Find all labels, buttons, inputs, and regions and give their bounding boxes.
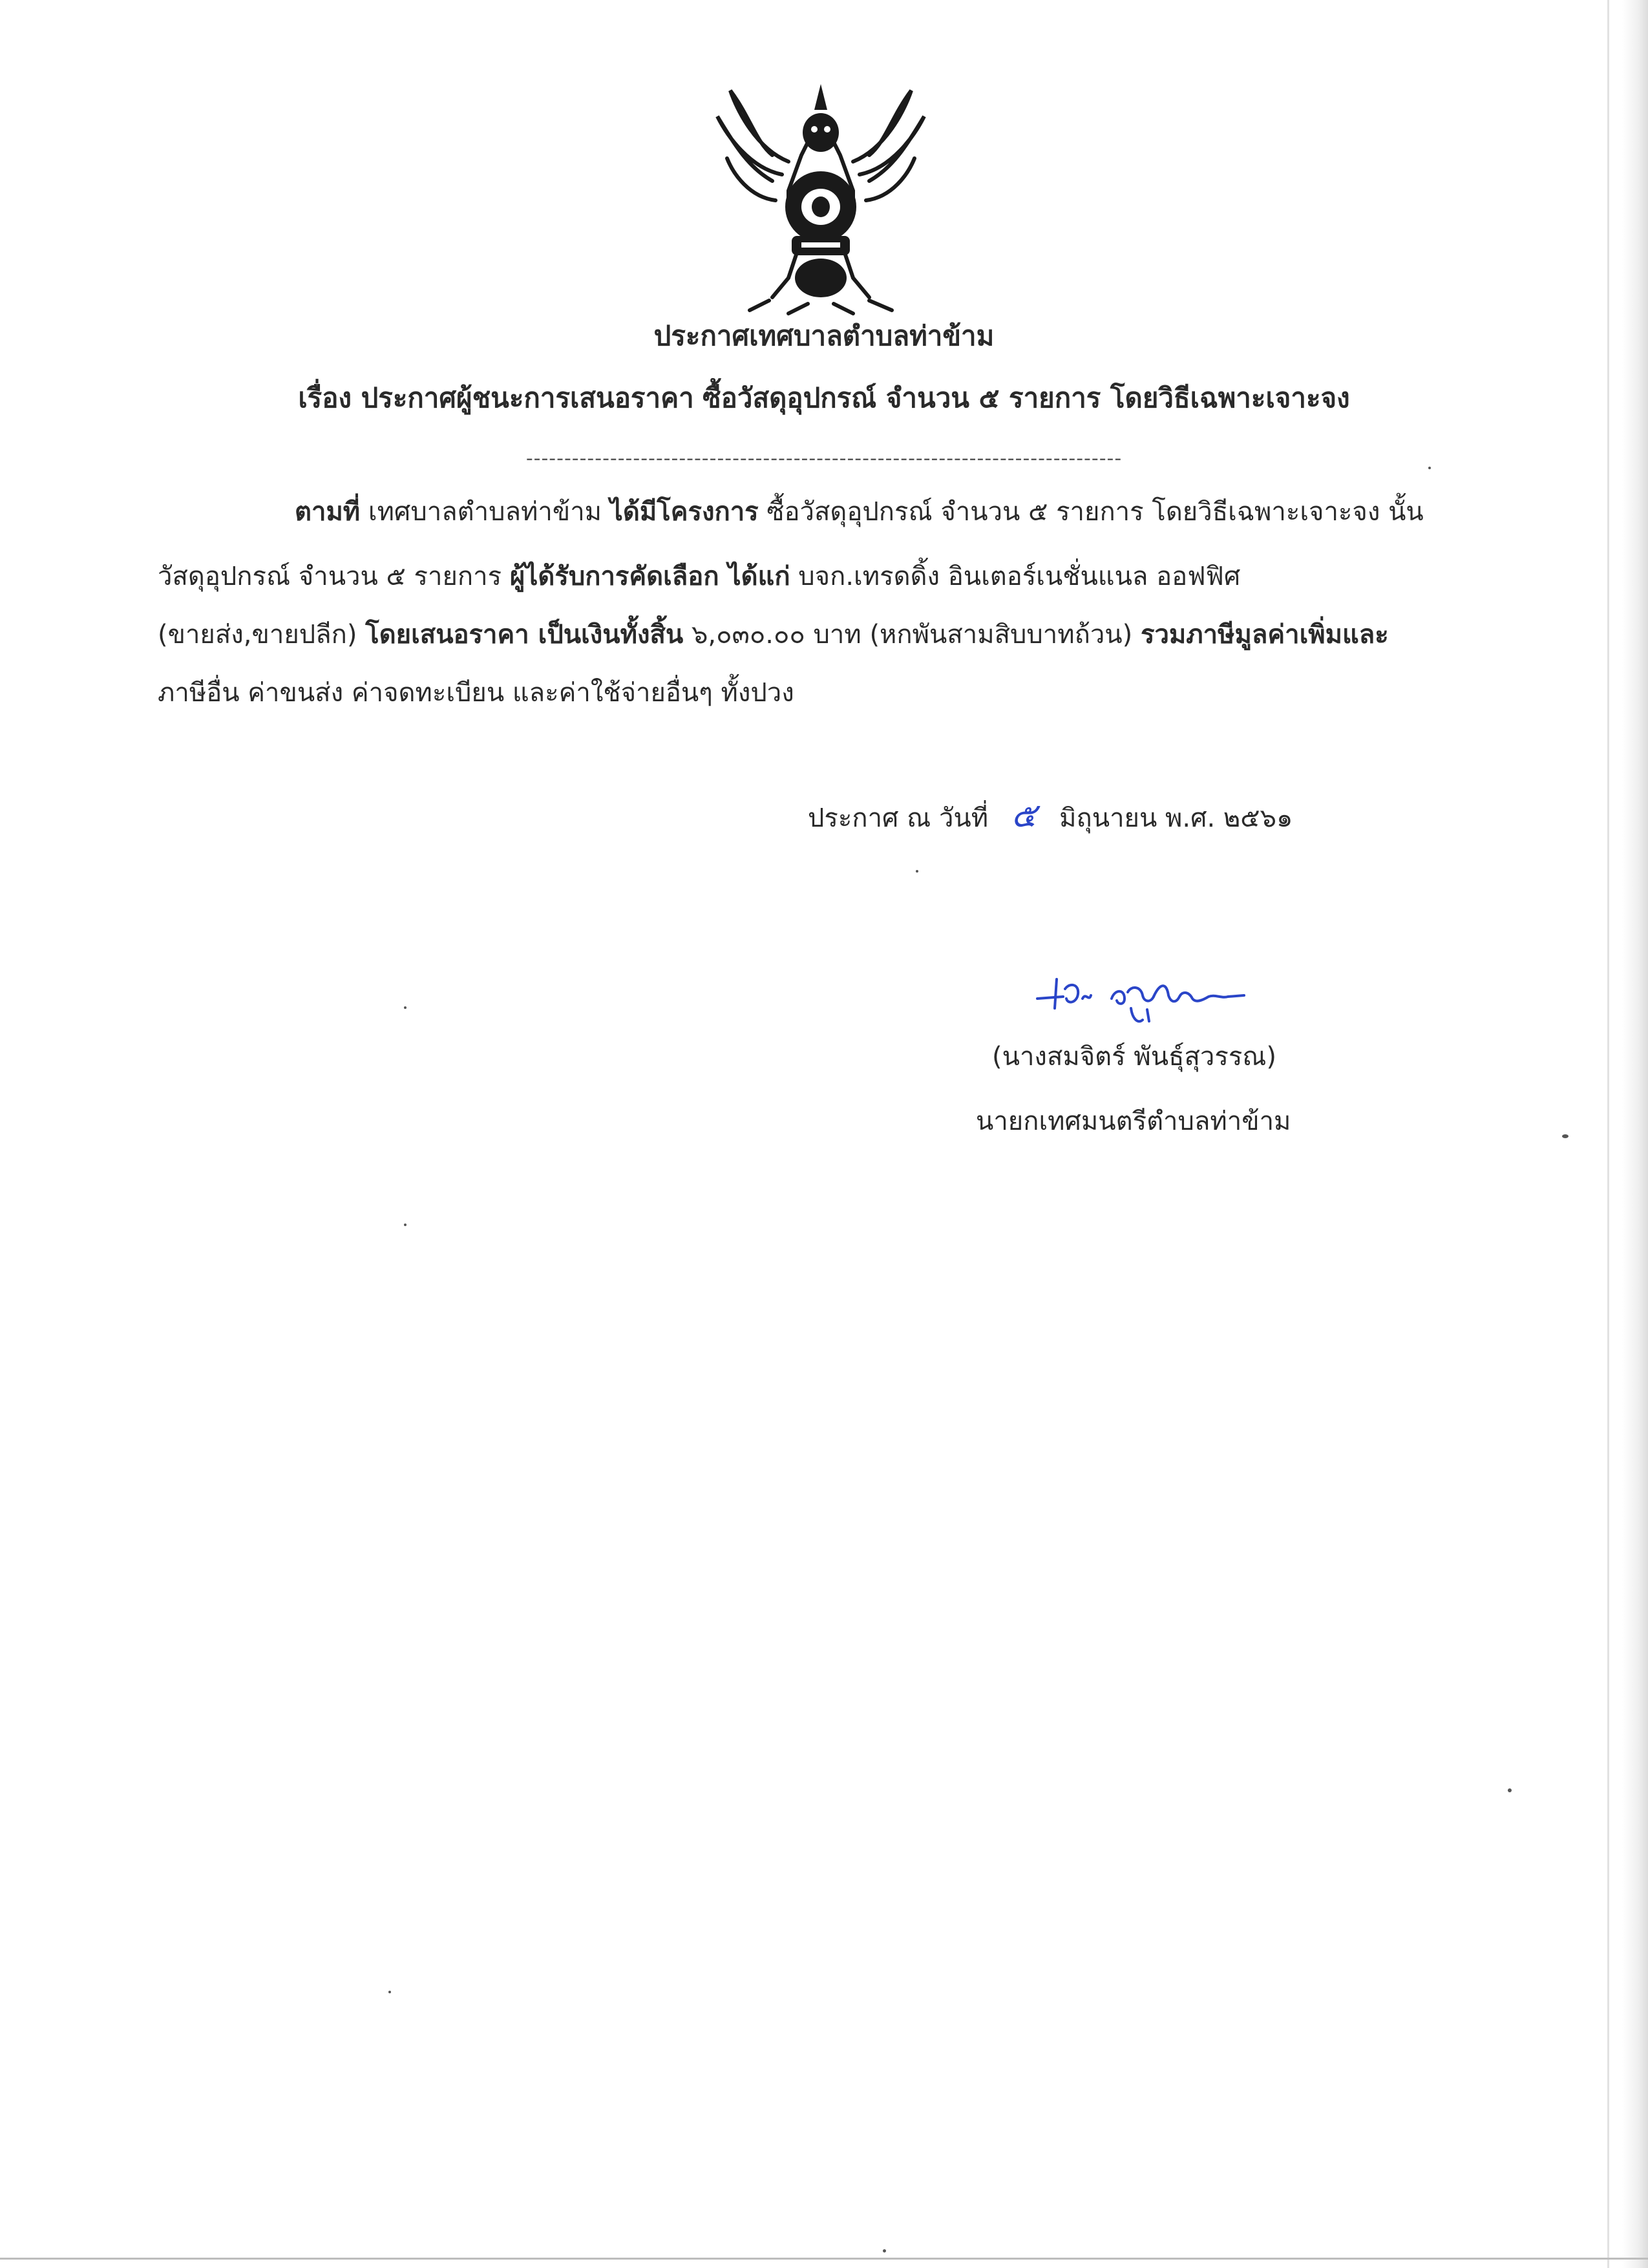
scan-speck [1508, 1788, 1512, 1792]
subject-label: เรื่อง ประกาศผู้ชนะการเสนอราคา [298, 382, 694, 414]
p3-price-label: โดยเสนอราคา เป็นเงินทั้งสิ้น [365, 620, 684, 650]
scan-speck [404, 1006, 407, 1009]
signatory-name: (นางสมจิตร์ พันธุ์สุวรรณ) [992, 1042, 1277, 1072]
p3-amount: ๖,๐๓๐.๐๐ บาท (หกพันสามสิบบาทถ้วน) [691, 620, 1133, 650]
p3-vendor-type: (ขายส่ง,ขายปลีก) [158, 620, 357, 650]
p1-org: เทศบาลตำบลท่าข้าม [368, 497, 602, 527]
scan-speck [404, 1224, 407, 1226]
announcement-title: ประกาศเทศบาลตำบลท่าข้าม [653, 320, 995, 352]
subject-text: ซื้อวัสดุอุปกรณ์ จำนวน ๕ รายการ โดยวิธีเฉพาะเจาะจง [703, 382, 1350, 414]
p2-selected-label: ผู้ได้รับการคัดเลือก ได้แก่ [509, 562, 790, 591]
p1-project: ซื้อวัสดุอุปกรณ์ จำนวน ๕ รายการ โดยวิธีเฉพาะเจาะจง นั้น [766, 497, 1424, 527]
announcement-subject [0, 379, 1648, 418]
scan-speck [1562, 1134, 1569, 1138]
scan-bottom-line [0, 2258, 1648, 2260]
scan-speck [1428, 467, 1431, 469]
date-prefix: ประกาศ ณ วันที่ [808, 803, 989, 833]
signatory-position: นายกเทศมนตรีตำบลท่าข้าม [976, 1107, 1291, 1136]
body-line-4: ภาษีอื่น ค่าขนส่ง ค่าจดทะเบียน และค่าใช้จ่ายอื่นๆ ทั้งปวง [158, 678, 794, 708]
scan-speck [388, 1991, 391, 1993]
p3-tax-label: รวมภาษีมูลค่าเพิ่มและ [1140, 620, 1389, 650]
body-paragraph-1 [295, 493, 1424, 531]
scan-speck [883, 2249, 886, 2252]
p1-lead: ตามที่ [295, 497, 361, 527]
divider-line: ------------------------------------------------------------------------------ [525, 447, 1123, 470]
body-line-3 [158, 615, 1389, 654]
date-day-handwritten: ๕ [1011, 796, 1037, 835]
p2-vendor: บจก.เทรดดิ้ง อินเตอร์เนชั่นแนล ออฟฟิศ [798, 562, 1241, 591]
garuda-emblem-icon [711, 84, 931, 317]
p2-items: วัสดุอุปกรณ์ จำนวน ๕ รายการ [158, 562, 502, 591]
body-line-2 [158, 557, 1240, 596]
date-month-year: มิถุนายน พ.ศ. ๒๕๖๑ [1059, 803, 1293, 833]
announcement-date [808, 796, 1293, 838]
handwritten-signature-icon [1034, 963, 1247, 1041]
p1-project-label: ได้มีโครงการ [609, 497, 759, 527]
scan-speck [916, 870, 918, 873]
